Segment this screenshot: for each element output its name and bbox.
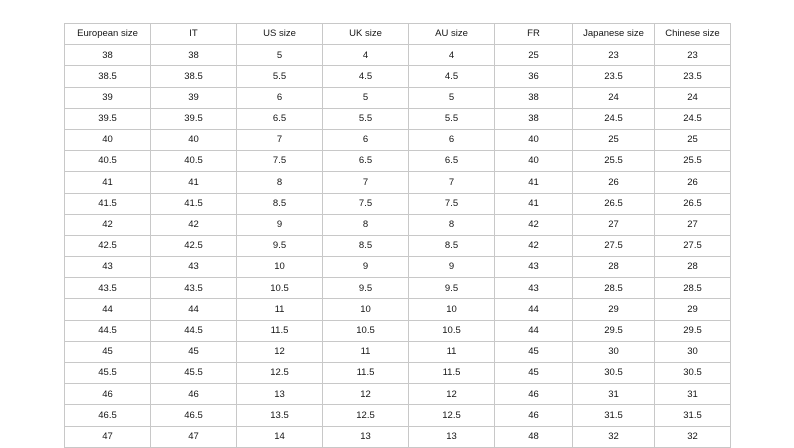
cell-japanese-size: 30 [573,341,655,362]
column-header-uk-size: UK size [323,24,409,45]
cell-japanese-size: 25 [573,129,655,150]
cell-japanese-size: 27 [573,214,655,235]
table-row [65,87,731,108]
cell-us-size: 7 [237,129,323,150]
cell-it: 43 [151,257,237,278]
cell-fr: 44 [495,320,573,341]
cell-japanese-size: 25.5 [573,151,655,172]
column-header-it: IT [151,24,237,45]
cell-uk-size: 13 [323,426,409,447]
cell-it: 40.5 [151,151,237,172]
column-header-us-size: US size [237,24,323,45]
column-header-au-size: AU size [409,24,495,45]
cell-fr: 46 [495,405,573,426]
cell-fr: 45 [495,363,573,384]
cell-japanese-size: 31 [573,384,655,405]
cell-au-size: 11 [409,341,495,362]
cell-fr: 43 [495,278,573,299]
cell-european-size: 41.5 [65,193,151,214]
cell-us-size: 7.5 [237,151,323,172]
cell-it: 45.5 [151,363,237,384]
column-header-fr: FR [495,24,573,45]
cell-us-size: 14 [237,426,323,447]
table-row [65,320,731,341]
table-header-row [65,24,731,45]
cell-japanese-size: 24 [573,87,655,108]
cell-us-size: 11 [237,299,323,320]
cell-it: 39 [151,87,237,108]
cell-fr: 25 [495,45,573,66]
cell-us-size: 12 [237,341,323,362]
cell-european-size: 43.5 [65,278,151,299]
table-row [65,426,731,447]
cell-uk-size: 4 [323,45,409,66]
cell-chinese-size: 27 [655,214,731,235]
cell-european-size: 43 [65,257,151,278]
cell-european-size: 39 [65,87,151,108]
cell-fr: 45 [495,341,573,362]
cell-uk-size: 10.5 [323,320,409,341]
cell-european-size: 46 [65,384,151,405]
cell-european-size: 45 [65,341,151,362]
cell-european-size: 44 [65,299,151,320]
table-row [65,257,731,278]
cell-us-size: 10 [237,257,323,278]
cell-uk-size: 4.5 [323,66,409,87]
cell-chinese-size: 26.5 [655,193,731,214]
cell-european-size: 42.5 [65,235,151,256]
column-header-japanese-size: Japanese size [573,24,655,45]
cell-fr: 38 [495,108,573,129]
cell-au-size: 7.5 [409,193,495,214]
cell-japanese-size: 28.5 [573,278,655,299]
cell-us-size: 9 [237,214,323,235]
column-header-chinese-size: Chinese size [655,24,731,45]
cell-uk-size: 10 [323,299,409,320]
cell-au-size: 8.5 [409,235,495,256]
cell-us-size: 13.5 [237,405,323,426]
cell-us-size: 8.5 [237,193,323,214]
table-row [65,341,731,362]
cell-chinese-size: 24.5 [655,108,731,129]
cell-au-size: 6.5 [409,151,495,172]
cell-au-size: 8 [409,214,495,235]
cell-fr: 43 [495,257,573,278]
column-header-european-size: European size [65,24,151,45]
cell-it: 42.5 [151,235,237,256]
cell-european-size: 41 [65,172,151,193]
cell-european-size: 40 [65,129,151,150]
cell-chinese-size: 23.5 [655,66,731,87]
cell-it: 42 [151,214,237,235]
cell-au-size: 11.5 [409,363,495,384]
cell-it: 44 [151,299,237,320]
cell-us-size: 12.5 [237,363,323,384]
cell-uk-size: 12 [323,384,409,405]
cell-japanese-size: 27.5 [573,235,655,256]
cell-au-size: 10 [409,299,495,320]
table-row [65,363,731,384]
cell-chinese-size: 32 [655,426,731,447]
size-chart-container [64,23,730,448]
cell-it: 38.5 [151,66,237,87]
cell-european-size: 47 [65,426,151,447]
cell-uk-size: 9 [323,257,409,278]
cell-chinese-size: 28 [655,257,731,278]
cell-uk-size: 11 [323,341,409,362]
cell-us-size: 9.5 [237,235,323,256]
cell-uk-size: 6 [323,129,409,150]
cell-us-size: 6.5 [237,108,323,129]
cell-au-size: 13 [409,426,495,447]
cell-fr: 36 [495,66,573,87]
cell-chinese-size: 30 [655,341,731,362]
table-header [65,24,731,45]
cell-uk-size: 6.5 [323,151,409,172]
cell-european-size: 39.5 [65,108,151,129]
cell-japanese-size: 29 [573,299,655,320]
cell-fr: 41 [495,172,573,193]
cell-uk-size: 12.5 [323,405,409,426]
cell-european-size: 44.5 [65,320,151,341]
cell-au-size: 9.5 [409,278,495,299]
cell-japanese-size: 32 [573,426,655,447]
cell-it: 46 [151,384,237,405]
cell-japanese-size: 31.5 [573,405,655,426]
cell-european-size: 40.5 [65,151,151,172]
cell-chinese-size: 27.5 [655,235,731,256]
cell-us-size: 8 [237,172,323,193]
cell-au-size: 4 [409,45,495,66]
cell-fr: 40 [495,151,573,172]
cell-it: 41.5 [151,193,237,214]
table-row [65,235,731,256]
cell-european-size: 38.5 [65,66,151,87]
cell-european-size: 46.5 [65,405,151,426]
cell-japanese-size: 26.5 [573,193,655,214]
cell-us-size: 11.5 [237,320,323,341]
cell-au-size: 10.5 [409,320,495,341]
cell-it: 41 [151,172,237,193]
cell-japanese-size: 28 [573,257,655,278]
cell-uk-size: 11.5 [323,363,409,384]
cell-au-size: 12.5 [409,405,495,426]
cell-us-size: 10.5 [237,278,323,299]
table-row [65,45,731,66]
table-row [65,172,731,193]
cell-chinese-size: 26 [655,172,731,193]
cell-chinese-size: 25.5 [655,151,731,172]
cell-it: 44.5 [151,320,237,341]
table-row [65,214,731,235]
cell-japanese-size: 30.5 [573,363,655,384]
table-row [65,405,731,426]
cell-uk-size: 5 [323,87,409,108]
table-row [65,299,731,320]
cell-au-size: 5.5 [409,108,495,129]
cell-japanese-size: 23.5 [573,66,655,87]
cell-fr: 38 [495,87,573,108]
cell-uk-size: 7.5 [323,193,409,214]
table-row [65,193,731,214]
table-row [65,278,731,299]
cell-chinese-size: 31.5 [655,405,731,426]
cell-chinese-size: 30.5 [655,363,731,384]
cell-european-size: 42 [65,214,151,235]
table-row [65,66,731,87]
cell-fr: 41 [495,193,573,214]
cell-au-size: 9 [409,257,495,278]
cell-european-size: 38 [65,45,151,66]
cell-uk-size: 9.5 [323,278,409,299]
cell-us-size: 6 [237,87,323,108]
cell-fr: 40 [495,129,573,150]
table-body [65,45,731,448]
cell-it: 39.5 [151,108,237,129]
cell-us-size: 5.5 [237,66,323,87]
cell-it: 47 [151,426,237,447]
cell-chinese-size: 29.5 [655,320,731,341]
cell-european-size: 45.5 [65,363,151,384]
table-row [65,384,731,405]
cell-uk-size: 7 [323,172,409,193]
cell-it: 45 [151,341,237,362]
cell-fr: 44 [495,299,573,320]
cell-chinese-size: 28.5 [655,278,731,299]
cell-japanese-size: 23 [573,45,655,66]
cell-us-size: 13 [237,384,323,405]
cell-japanese-size: 24.5 [573,108,655,129]
table-row [65,151,731,172]
cell-fr: 42 [495,235,573,256]
cell-fr: 48 [495,426,573,447]
cell-fr: 42 [495,214,573,235]
cell-au-size: 6 [409,129,495,150]
cell-chinese-size: 29 [655,299,731,320]
cell-us-size: 5 [237,45,323,66]
cell-uk-size: 5.5 [323,108,409,129]
cell-au-size: 12 [409,384,495,405]
cell-it: 43.5 [151,278,237,299]
table-row [65,129,731,150]
cell-uk-size: 8 [323,214,409,235]
cell-au-size: 4.5 [409,66,495,87]
cell-japanese-size: 26 [573,172,655,193]
cell-fr: 46 [495,384,573,405]
cell-japanese-size: 29.5 [573,320,655,341]
cell-it: 46.5 [151,405,237,426]
cell-au-size: 5 [409,87,495,108]
cell-chinese-size: 24 [655,87,731,108]
cell-uk-size: 8.5 [323,235,409,256]
cell-au-size: 7 [409,172,495,193]
cell-chinese-size: 23 [655,45,731,66]
table-row [65,108,731,129]
cell-chinese-size: 31 [655,384,731,405]
size-conversion-table [64,23,731,448]
cell-it: 40 [151,129,237,150]
cell-it: 38 [151,45,237,66]
cell-chinese-size: 25 [655,129,731,150]
